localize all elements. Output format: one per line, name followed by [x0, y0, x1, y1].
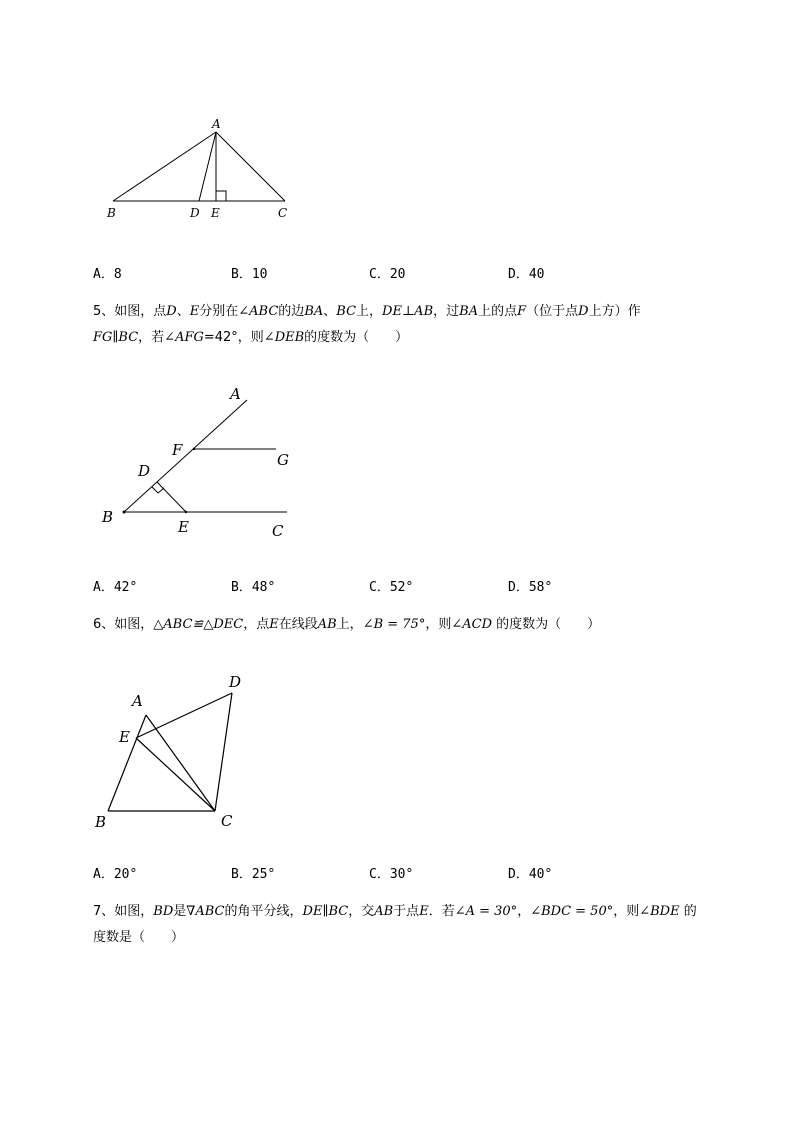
q7-text: ∠BDC = 50° [530, 904, 614, 919]
point-F [193, 448, 195, 450]
q7-text: ，则 [613, 904, 640, 919]
q6-text: AB [317, 617, 337, 632]
q5-text: 分别在 [199, 304, 239, 319]
q5-text: ，过 [433, 304, 460, 319]
segment-DC [215, 693, 232, 811]
label-E: E [119, 728, 130, 746]
q6-text: △ABC≌△DEC [153, 617, 244, 632]
q6-text: ，点 [243, 617, 270, 632]
figure-q5 [95, 378, 310, 548]
q6-text: ，则 [425, 617, 452, 632]
segment-AD [199, 132, 216, 201]
q5-text: 、 [323, 304, 337, 319]
q5-text: 上方）作 [588, 304, 641, 319]
q6-text: ∠ACD [451, 617, 493, 632]
q5-line-2 [93, 325, 408, 351]
q6-text: ∠B = 75° [362, 617, 426, 632]
label-C: C [278, 206, 288, 220]
label-E: E [211, 206, 220, 220]
q5-text: BA [459, 304, 479, 319]
q5-text: FG∥BC [93, 330, 139, 345]
q7-line-1 [93, 899, 697, 925]
figure-q6 [88, 668, 258, 838]
label-D: D [229, 673, 242, 691]
label-F: F [172, 441, 183, 459]
q7-text: ∠A = 30° [454, 904, 518, 919]
q7-line-2: 度数是（ ） [93, 930, 185, 945]
q5-text: ∠ABC [238, 304, 279, 319]
q6-text: E [269, 617, 279, 632]
q7-text: ∇ABC [186, 904, 225, 919]
q5-text: E [189, 304, 200, 319]
q5-text: BA [304, 304, 324, 319]
q7-text: ，交 [348, 904, 375, 919]
q6-text: 的度数为（ ） [492, 617, 601, 632]
q6-option-d: D．40° [508, 867, 553, 882]
q6-text: 上， [336, 617, 363, 632]
q5-text: 的边 [278, 304, 305, 319]
q5-text: ∠DEB [263, 330, 305, 345]
label-C: C [221, 812, 233, 830]
q4-option-b: B．10 [231, 267, 268, 282]
q6-option-b: B．25° [231, 867, 276, 882]
label-G: G [277, 451, 289, 469]
q7-text: 的 [679, 904, 697, 919]
point-B [123, 511, 126, 514]
q5-text: （位于点 [526, 304, 579, 319]
q5-number: 5、 [93, 304, 115, 319]
q6-text: 如图， [114, 617, 154, 632]
q7-text: ， [517, 904, 531, 919]
segment-AB [113, 132, 216, 201]
label-D: D [138, 462, 151, 480]
q7-text: 的角平分线， [224, 904, 303, 919]
q6-option-a: A．20° [93, 867, 138, 882]
label-B: B [95, 813, 107, 831]
q5-line-1 [93, 299, 641, 325]
q5-text: ，若 [138, 330, 165, 345]
label-B: B [102, 508, 114, 526]
q7-text: DE∥BC [302, 904, 349, 919]
label-A: A [132, 692, 143, 710]
q5-text: 的度数为（ ） [304, 330, 409, 345]
label-B: B [107, 206, 116, 220]
label-A: A [212, 117, 221, 131]
q6-line-1 [93, 612, 600, 638]
segment-DE [157, 482, 186, 512]
q5-option-b: B．48° [231, 580, 276, 595]
q5-text: =42°，则 [203, 330, 264, 345]
segment-ED [136, 693, 232, 738]
q7-text: 如图， [114, 904, 154, 919]
q5-text: 上的点 [478, 304, 518, 319]
q5-text: 、 [176, 304, 190, 319]
q7-number: 7、 [93, 904, 115, 919]
q5-text: F [517, 304, 527, 319]
q7-text: ．若 [428, 904, 455, 919]
point-E [185, 511, 187, 513]
segment-EC [136, 738, 215, 811]
figure-q4-triangle [100, 112, 310, 227]
label-D: D [190, 206, 200, 220]
q5-text: ∠AFG [164, 330, 204, 345]
q5-option-d: D．58° [508, 580, 553, 595]
label-C: C [272, 522, 284, 540]
q7-text: E [419, 904, 429, 919]
q7-text: BD [153, 904, 174, 919]
q6-number: 6、 [93, 617, 115, 632]
q5-text: 上， [356, 304, 383, 319]
q6-text: 在线段 [278, 617, 318, 632]
q6-option-c: C．30° [369, 867, 414, 882]
label-E: E [178, 518, 189, 536]
q5-text: D [578, 304, 589, 319]
q4-option-a: A．8 [93, 267, 122, 282]
q7-text: 是 [173, 904, 187, 919]
q4-option-c: C．20 [369, 267, 406, 282]
q7-text: AB [374, 904, 394, 919]
ray-BA [124, 400, 247, 512]
q5-text: 如图，点 [114, 304, 167, 319]
q7-text: 于点 [393, 904, 420, 919]
q4-option-d: D．40 [508, 267, 545, 282]
q5-text: DE⊥AB [382, 304, 434, 319]
q5-text: D [166, 304, 177, 319]
label-A: A [230, 385, 241, 403]
q5-option-a: A．42° [93, 580, 138, 595]
q7-text: ∠BDE [639, 904, 680, 919]
segment-AC [146, 715, 215, 811]
right-angle-mark [216, 191, 226, 201]
q5-option-c: C．52° [369, 580, 414, 595]
q5-text: BC [336, 304, 357, 319]
